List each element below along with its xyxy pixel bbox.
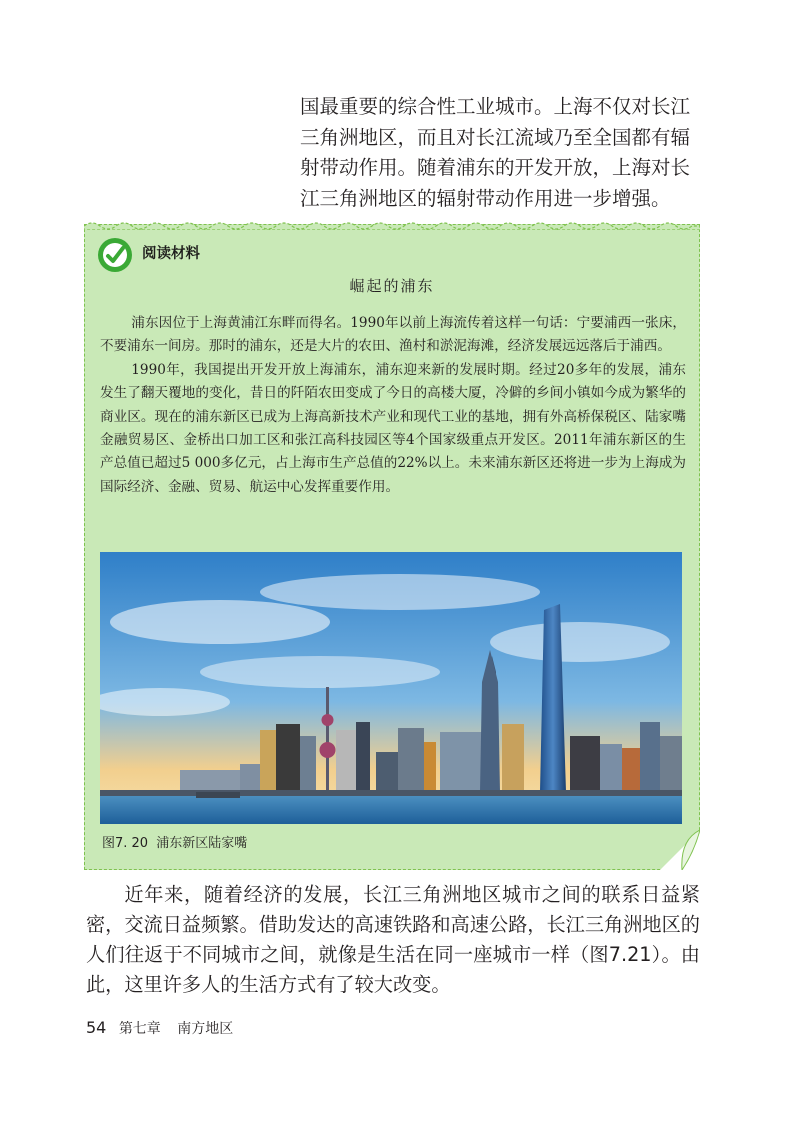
pudong-skyline-photo — [100, 552, 682, 824]
page-number: 54 — [86, 1018, 107, 1037]
intro-text: 国最重要的综合性工业城市。上海不仅对长江三角洲地区，而且对长江流域乃至全国都有辐射带动作用。随着浦东的开发开放，上海对长江三角洲地区的辐射带动作用进一步增强。 — [300, 95, 691, 210]
figure-caption-text: 浦东新区陆家嘴 — [156, 836, 248, 851]
page-fold-corner — [660, 830, 700, 870]
intro-paragraph — [300, 92, 700, 214]
reading-paragraph-2: 1990年，我国提出开发开放上海浦东，浦东迎来新的发展时期。经过20多年的发展，浦东发生了翻天覆地的变化，昔日的阡陌农田变成了今日的高楼大厦，冷僻的乡间小镇如今成为繁华的商业区。现在的浦东新区已成为上海高新技术产业和现代工业的基地，拥有外高桥保税区、陆家嘴金融贸易区、金桥出口加工区和张江高科技园区等4个国家级重点开发区。2011年浦东新区的生产总值已超过5 000多亿元，占上海市生产总值的22%以上。未来浦东新区还将进一步为上海成为国际经济、金融、贸易、航运中心发挥重要作用。 — [100, 361, 686, 495]
reading-box-wavy-edge — [84, 218, 700, 230]
reading-title: 崛起的浦东 — [349, 277, 435, 295]
reading-material-badge-icon — [96, 236, 134, 274]
body-text: 近年来，随着经济的发展，长江三角洲地区城市之间的联系日益紧密，交流日益频繁。借助发达的高速铁路和高速公路，长江三角洲地区的人们往返于不同城市之间，就像是生活在同一座城市一样（图7.21）。由此，这里许多人的生活方式有了较大改变。 — [86, 883, 700, 996]
reading-paragraph-1: 浦东因位于上海黄浦江东畔而得名。1990年以前上海流传着这样一句话：宁要浦西一张床，不要浦东一间房。那时的浦东，还是大片的农田、渔村和淤泥海滩，经济发展远远落后于浦西。 — [100, 315, 686, 355]
page-footer — [86, 1018, 233, 1038]
body-paragraph — [86, 880, 700, 1000]
chapter-label: 第七章 — [118, 1021, 161, 1037]
reading-text — [100, 312, 686, 499]
reading-material-label: 阅读材料 — [142, 246, 200, 262]
figure-caption — [102, 832, 247, 851]
section-label: 南方地区 — [177, 1021, 234, 1037]
figure-number: 图7. 20 — [102, 836, 149, 851]
